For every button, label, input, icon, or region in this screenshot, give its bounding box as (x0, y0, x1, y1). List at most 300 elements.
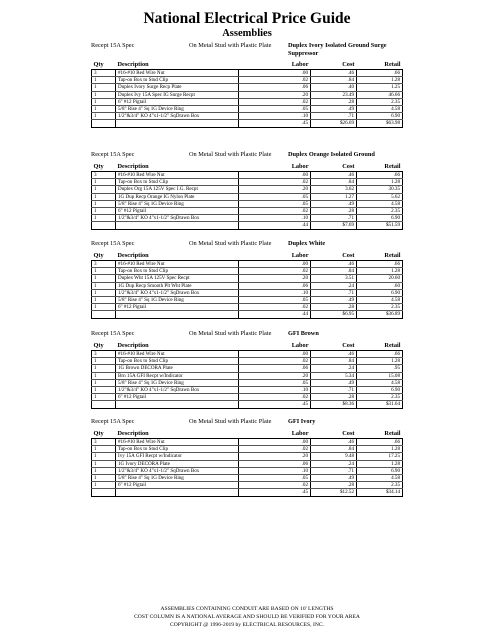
col-cost-header: Cost (311, 162, 357, 172)
retail-cell: .66 (357, 439, 403, 446)
description-cell: 6" #12 Pigtail (116, 394, 239, 401)
assembly-name: Duplex Orange Isolated Ground (288, 151, 375, 158)
col-retail-header: Retail (357, 60, 403, 70)
assembly-header (0, 40, 494, 57)
description-cell: Ivy 15A GFI Recpt w/Indicator (116, 453, 239, 460)
total-retail-cell: $36.89 (357, 311, 403, 318)
assembly-section (0, 149, 494, 229)
retail-cell: 1.28 (357, 77, 403, 84)
mount-label: On Metal Stud with Plastic Plate (189, 418, 272, 425)
qty-cell: 1 (92, 394, 116, 401)
table-row (92, 179, 403, 186)
total-cost-cell: $26.69 (311, 120, 357, 127)
retail-cell: 2.35 (357, 304, 403, 311)
labor-cell: .05 (239, 200, 311, 207)
page-subtitle: Assemblies (222, 28, 272, 39)
labor-cell: .06 (239, 282, 311, 289)
qty-cell: 1 (92, 113, 116, 120)
retail-cell: 6.90 (357, 467, 403, 474)
description-cell: Tap-on Box to Stud Clip (116, 446, 239, 453)
labor-cell: .05 (239, 193, 311, 200)
retail-cell: 1.28 (357, 460, 403, 467)
total-description-cell (116, 222, 239, 229)
footer-copyright: COPYRIGHT @ 1996-2019 by ELECTRICAL RESOURCES, INC. (169, 622, 324, 628)
cost-cell: 23.49 (311, 91, 357, 98)
retail-cell: 17.25 (357, 453, 403, 460)
assembly-section (0, 328, 494, 408)
mount-label: On Metal Stud with Plastic Plate (189, 330, 272, 337)
table-row (92, 474, 403, 481)
cost-cell: 3.51 (311, 275, 357, 282)
col-description-header: Description (116, 60, 239, 70)
qty-cell: 1 (92, 474, 116, 481)
description-cell: 1G Dup Recp Smooth Plt Wht Plate (116, 282, 239, 289)
labor-cell: .00 (239, 439, 311, 446)
description-cell: #16-#10 Red Wire Nut (116, 351, 239, 358)
retail-cell: 1.25 (357, 84, 403, 91)
description-cell: #16-#10 Red Wire Nut (116, 439, 239, 446)
description-cell: Duplex Org 15A 125V Spec I.G. Recpt (116, 186, 239, 193)
description-cell: 6" #12 Pigtail (116, 207, 239, 214)
cost-cell: .84 (311, 77, 357, 84)
qty-cell: 1 (92, 84, 116, 91)
table-row (92, 275, 403, 282)
col-cost-header: Cost (311, 341, 357, 351)
cost-cell: .46 (311, 439, 357, 446)
retail-cell: .66 (357, 351, 403, 358)
qty-cell: 1 (92, 296, 116, 303)
labor-cell: .20 (239, 275, 311, 282)
table-header-row (92, 429, 403, 439)
labor-cell: .10 (239, 386, 311, 393)
qty-cell: 1 (92, 282, 116, 289)
retail-cell: 4.58 (357, 296, 403, 303)
total-labor-cell: .45 (239, 120, 311, 127)
table-header-row (92, 341, 403, 351)
qty-cell: 1 (92, 386, 116, 393)
labor-cell: .20 (239, 372, 311, 379)
table-row (92, 358, 403, 365)
cost-cell: .71 (311, 289, 357, 296)
assembly-table (91, 60, 403, 128)
cost-cell: .71 (311, 113, 357, 120)
total-description-cell (116, 489, 239, 496)
description-cell: 1/2"&3/4" KO 4"x1-1/2" SqDrawn Box (116, 289, 239, 296)
cost-cell: .46 (311, 261, 357, 268)
description-cell: 5/8" Rise 4" Sq 1G Device Ring (116, 105, 239, 112)
qty-cell: 3 (92, 351, 116, 358)
retail-cell: 4.58 (357, 474, 403, 481)
retail-cell: 2.35 (357, 98, 403, 105)
table-row (92, 77, 403, 84)
mount-label: On Metal Stud with Plastic Plate (189, 42, 272, 49)
col-description-header: Description (116, 429, 239, 439)
description-cell: Tap-on Box to Stud Clip (116, 358, 239, 365)
qty-cell: 1 (92, 207, 116, 214)
table-row (92, 467, 403, 474)
qty-cell: 1 (92, 482, 116, 489)
cost-cell: .49 (311, 105, 357, 112)
description-cell: Duplex Wht 15A 125V Spec Recpt (116, 275, 239, 282)
assembly-section (0, 416, 494, 496)
labor-cell: .02 (239, 268, 311, 275)
retail-cell: 4.58 (357, 105, 403, 112)
description-cell: 5/8" Rise 4" Sq 1G Device Ring (116, 296, 239, 303)
cost-cell: .28 (311, 304, 357, 311)
table-row (92, 200, 403, 207)
footer-note-2: COST COLUMN IS A NATIONAL AVERAGE AND SHOULD BE VERIFIED FOR YOUR AREA (134, 614, 360, 620)
description-cell: Duplex Ivy 15A Spec IG Surge Recpt (116, 91, 239, 98)
assembly-table (91, 162, 403, 230)
qty-cell: 1 (92, 105, 116, 112)
qty-cell: 3 (92, 439, 116, 446)
col-description-header: Description (116, 162, 239, 172)
description-cell: 1G Brown DECORA Plate (116, 365, 239, 372)
table-row (92, 84, 403, 91)
description-cell: 1G Dup Recp Orange IG Nylon Plate (116, 193, 239, 200)
cost-cell: .28 (311, 207, 357, 214)
labor-cell: .05 (239, 296, 311, 303)
table-row (92, 372, 403, 379)
table-row (92, 207, 403, 214)
col-labor-header: Labor (239, 162, 311, 172)
total-qty-cell (92, 401, 116, 408)
labor-cell: .10 (239, 289, 311, 296)
cost-cell: .28 (311, 98, 357, 105)
retail-cell: 15.08 (357, 372, 403, 379)
total-row (92, 222, 403, 229)
assembly-section (0, 238, 494, 318)
qty-cell: 1 (92, 98, 116, 105)
spec-label: Recept 15A Spec (91, 240, 135, 247)
labor-cell: .06 (239, 460, 311, 467)
labor-cell: .00 (239, 351, 311, 358)
table-row (92, 439, 403, 446)
retail-cell: 4.58 (357, 200, 403, 207)
cost-cell: .49 (311, 296, 357, 303)
qty-cell: 1 (92, 372, 116, 379)
retail-cell: .60 (357, 282, 403, 289)
table-row (92, 105, 403, 112)
qty-cell: 1 (92, 460, 116, 467)
description-cell: 1/2"&3/4" KO 4"x1-1/2" SqDrawn Box (116, 215, 239, 222)
labor-cell: .02 (239, 482, 311, 489)
labor-cell: .02 (239, 304, 311, 311)
assembly-header (0, 149, 494, 161)
total-row (92, 489, 403, 496)
qty-cell: 1 (92, 304, 116, 311)
table-row (92, 282, 403, 289)
retail-cell: 20.60 (357, 275, 403, 282)
qty-cell: 1 (92, 186, 116, 193)
description-cell: Tap-on Box to Stud Clip (116, 77, 239, 84)
assembly-header (0, 238, 494, 250)
cost-cell: .84 (311, 358, 357, 365)
total-cost-cell: $7.69 (311, 222, 357, 229)
table-row (92, 394, 403, 401)
description-cell: 5/8" Rise 4" Sq 1G Device Ring (116, 474, 239, 481)
assembly-name: Duplex Ivory Isolated Ground Surge Suppressor (288, 42, 387, 57)
cost-cell: 1.27 (311, 193, 357, 200)
col-cost-header: Cost (311, 429, 357, 439)
qty-cell: 3 (92, 261, 116, 268)
labor-cell: .05 (239, 379, 311, 386)
assembly-header (0, 416, 494, 428)
table-row (92, 268, 403, 275)
total-row (92, 120, 403, 127)
col-qty-header: Qty (92, 429, 116, 439)
retail-cell: 6.90 (357, 113, 403, 120)
cost-cell: .28 (311, 394, 357, 401)
qty-cell: 1 (92, 467, 116, 474)
description-cell: 6" #12 Pigtail (116, 482, 239, 489)
qty-cell: 1 (92, 446, 116, 453)
table-row (92, 91, 403, 98)
labor-cell: .00 (239, 70, 311, 77)
table-row (92, 261, 403, 268)
col-retail-header: Retail (357, 341, 403, 351)
qty-cell: 3 (92, 172, 116, 179)
labor-cell: .02 (239, 207, 311, 214)
retail-cell: 6.90 (357, 215, 403, 222)
table-header-row (92, 162, 403, 172)
table-row (92, 453, 403, 460)
total-labor-cell: .44 (239, 311, 311, 318)
cost-cell: .46 (311, 172, 357, 179)
description-cell: 6" #12 Pigtail (116, 304, 239, 311)
total-cost-cell: $8.36 (311, 401, 357, 408)
total-labor-cell: .44 (239, 222, 311, 229)
retail-cell: 1.28 (357, 358, 403, 365)
spec-label: Recept 15A Spec (91, 330, 135, 337)
cost-cell: .49 (311, 474, 357, 481)
qty-cell: 1 (92, 379, 116, 386)
cost-cell: 5.34 (311, 372, 357, 379)
assembly-section (0, 40, 494, 127)
total-row (92, 311, 403, 318)
qty-cell: 1 (92, 358, 116, 365)
mount-label: On Metal Stud with Plastic Plate (189, 151, 272, 158)
description-cell: #16-#10 Red Wire Nut (116, 70, 239, 77)
cost-cell: .46 (311, 70, 357, 77)
retail-cell: 30.35 (357, 186, 403, 193)
col-retail-header: Retail (357, 162, 403, 172)
cost-cell: .84 (311, 446, 357, 453)
description-cell: #16-#10 Red Wire Nut (116, 172, 239, 179)
qty-cell: 1 (92, 268, 116, 275)
spec-label: Recept 15A Spec (91, 418, 135, 425)
col-qty-header: Qty (92, 162, 116, 172)
table-row (92, 365, 403, 372)
description-cell: Tap-on Box to Stud Clip (116, 179, 239, 186)
cost-cell: .24 (311, 460, 357, 467)
labor-cell: .20 (239, 91, 311, 98)
retail-cell: 6.90 (357, 289, 403, 296)
total-cost-cell: $6.95 (311, 311, 357, 318)
cost-cell: .84 (311, 179, 357, 186)
table-row (92, 172, 403, 179)
total-description-cell (116, 120, 239, 127)
assembly-name: GFI Ivory (288, 418, 316, 425)
labor-cell: .06 (239, 84, 311, 91)
description-cell: 1/2"&3/4" KO 4"x1-1/2" SqDrawn Box (116, 386, 239, 393)
table-row (92, 186, 403, 193)
labor-cell: .02 (239, 358, 311, 365)
table-row (92, 379, 403, 386)
labor-cell: .05 (239, 474, 311, 481)
total-description-cell (116, 401, 239, 408)
total-row (92, 401, 403, 408)
table-row (92, 482, 403, 489)
total-labor-cell: .45 (239, 489, 311, 496)
cost-cell: .46 (311, 351, 357, 358)
table-row (92, 289, 403, 296)
qty-cell: 1 (92, 275, 116, 282)
table-row (92, 296, 403, 303)
col-labor-header: Labor (239, 429, 311, 439)
cost-cell: .24 (311, 365, 357, 372)
labor-cell: .02 (239, 77, 311, 84)
col-cost-header: Cost (311, 251, 357, 261)
description-cell: 1/2"&3/4" KO 4"x1-1/2" SqDrawn Box (116, 467, 239, 474)
assembly-table (91, 429, 403, 497)
col-description-header: Description (116, 251, 239, 261)
labor-cell: .00 (239, 172, 311, 179)
labor-cell: .02 (239, 446, 311, 453)
labor-cell: .10 (239, 215, 311, 222)
retail-cell: 2.35 (357, 394, 403, 401)
total-qty-cell (92, 222, 116, 229)
labor-cell: .20 (239, 186, 311, 193)
description-cell: 6" #12 Pigtail (116, 98, 239, 105)
labor-cell: .00 (239, 261, 311, 268)
table-row (92, 70, 403, 77)
table-row (92, 386, 403, 393)
cost-cell: .28 (311, 482, 357, 489)
retail-cell: 1.28 (357, 179, 403, 186)
retail-cell: 5.62 (357, 193, 403, 200)
cost-cell: 9.48 (311, 453, 357, 460)
qty-cell: 1 (92, 179, 116, 186)
total-retail-cell: $34.14 (357, 489, 403, 496)
total-retail-cell: $31.64 (357, 401, 403, 408)
table-row (92, 98, 403, 105)
description-cell: #16-#10 Red Wire Nut (116, 261, 239, 268)
page-title: National Electrical Price Guide (143, 10, 351, 27)
description-cell: 5/8" Rise 4" Sq 1G Device Ring (116, 379, 239, 386)
labor-cell: .06 (239, 365, 311, 372)
labor-cell: .02 (239, 179, 311, 186)
table-row (92, 113, 403, 120)
description-cell: 1/2"&3/4" KO 4"x1-1/2" SqDrawn Box (116, 113, 239, 120)
qty-cell: 1 (92, 193, 116, 200)
total-cost-cell: $12.52 (311, 489, 357, 496)
col-cost-header: Cost (311, 60, 357, 70)
qty-cell: 1 (92, 453, 116, 460)
cost-cell: .40 (311, 84, 357, 91)
col-retail-header: Retail (357, 251, 403, 261)
total-description-cell (116, 311, 239, 318)
table-header-row (92, 60, 403, 70)
description-cell: 1G Ivory DECORA Plate (116, 460, 239, 467)
labor-cell: .02 (239, 394, 311, 401)
description-cell: 5/8" Rise 4" Sq 1G Device Ring (116, 200, 239, 207)
table-row (92, 193, 403, 200)
retail-cell: .95 (357, 365, 403, 372)
total-labor-cell: .45 (239, 401, 311, 408)
total-retail-cell: $63.98 (357, 120, 403, 127)
labor-cell: .10 (239, 113, 311, 120)
total-qty-cell (92, 120, 116, 127)
labor-cell: .20 (239, 453, 311, 460)
retail-cell: 4.58 (357, 379, 403, 386)
col-qty-header: Qty (92, 251, 116, 261)
col-labor-header: Labor (239, 251, 311, 261)
qty-cell: 1 (92, 365, 116, 372)
cost-cell: .24 (311, 282, 357, 289)
cost-cell: .71 (311, 215, 357, 222)
labor-cell: .10 (239, 467, 311, 474)
assembly-name: GFI Brown (288, 330, 319, 337)
total-retail-cell: $51.59 (357, 222, 403, 229)
col-qty-header: Qty (92, 60, 116, 70)
qty-cell: 1 (92, 215, 116, 222)
retail-cell: .66 (357, 172, 403, 179)
description-cell: Brn 15A GFI Recpt w/Indicator (116, 372, 239, 379)
description-cell: Duplex Ivory Surge Recp Plate (116, 84, 239, 91)
qty-cell: 1 (92, 200, 116, 207)
footer-note-1: ASSEMBLIES CONTAINING CONDUIT ARE BASED ON 10' LENGTHS (160, 606, 334, 612)
cost-cell: 3.62 (311, 186, 357, 193)
total-qty-cell (92, 311, 116, 318)
retail-cell: .66 (357, 70, 403, 77)
cost-cell: .49 (311, 200, 357, 207)
cost-cell: .84 (311, 268, 357, 275)
retail-cell: 1.28 (357, 446, 403, 453)
table-row (92, 446, 403, 453)
qty-cell: 1 (92, 289, 116, 296)
table-row (92, 304, 403, 311)
qty-cell: 1 (92, 91, 116, 98)
assembly-name: Duplex White (288, 240, 326, 247)
col-labor-header: Labor (239, 341, 311, 351)
retail-cell: 2.35 (357, 482, 403, 489)
col-retail-header: Retail (357, 429, 403, 439)
labor-cell: .05 (239, 105, 311, 112)
assembly-table (91, 251, 403, 319)
retail-cell: 1.28 (357, 268, 403, 275)
cost-cell: .49 (311, 379, 357, 386)
table-row (92, 460, 403, 467)
spec-label: Recept 15A Spec (91, 151, 135, 158)
qty-cell: 3 (92, 70, 116, 77)
assembly-header (0, 328, 494, 340)
retail-cell: .66 (357, 261, 403, 268)
retail-cell: 2.35 (357, 207, 403, 214)
mount-label: On Metal Stud with Plastic Plate (189, 240, 272, 247)
qty-cell: 1 (92, 77, 116, 84)
col-labor-header: Labor (239, 60, 311, 70)
description-cell: Tap-on Box to Stud Clip (116, 268, 239, 275)
cost-cell: .71 (311, 386, 357, 393)
assembly-table (91, 341, 403, 409)
table-row (92, 215, 403, 222)
col-qty-header: Qty (92, 341, 116, 351)
table-header-row (92, 251, 403, 261)
table-row (92, 351, 403, 358)
retail-cell: 6.90 (357, 386, 403, 393)
retail-cell: 46.66 (357, 91, 403, 98)
